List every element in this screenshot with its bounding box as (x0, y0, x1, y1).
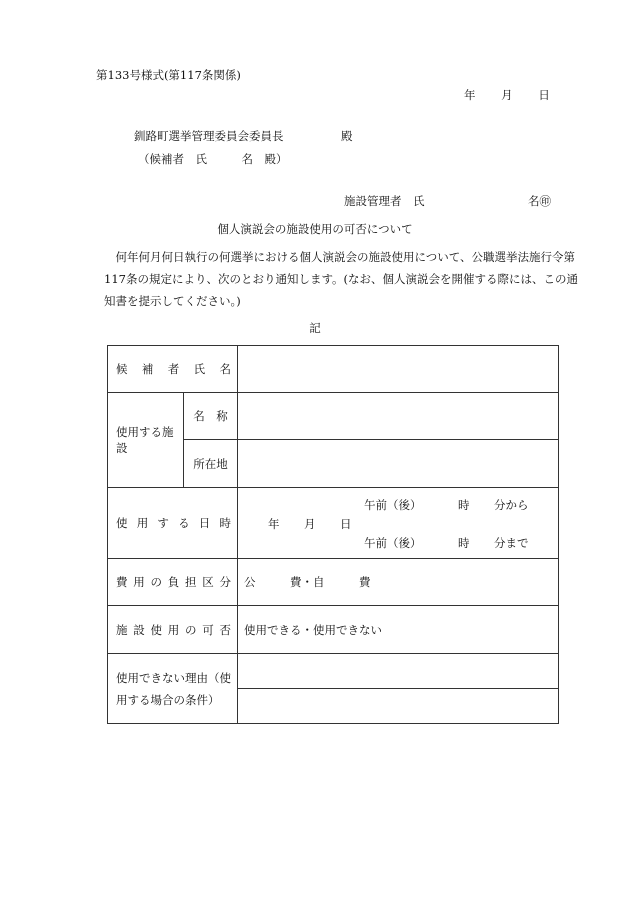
reason-label: 使用できない理由（使用する場合の条件） (108, 654, 238, 724)
row-facility-name (108, 393, 559, 440)
document-subject: 個人演説会の施設使用の可否について (217, 222, 413, 236)
row-reason-top (108, 654, 559, 689)
facility-label: 使用する施設 (108, 393, 184, 488)
row-permission (108, 606, 559, 654)
date-year: 年 (464, 88, 476, 102)
permission-label: 施設使用の可否 (108, 606, 238, 654)
candidate-name-cell[interactable] (238, 346, 559, 393)
end-ampm: 午前（後） (364, 536, 422, 550)
start-hour: 時 (458, 498, 470, 512)
facility-name-cell[interactable] (238, 393, 559, 440)
cost-value: 公 費・自 費 (238, 559, 559, 606)
end-hour: 時 (458, 536, 470, 550)
candidate-name-label: 候補者氏名 (108, 346, 238, 393)
facility-name-label: 名 称 (184, 393, 238, 440)
reason-cell-top[interactable] (238, 654, 559, 689)
row-candidate (108, 346, 559, 393)
facility-location-cell[interactable] (238, 440, 559, 488)
end-min: 分まで (494, 536, 529, 550)
datetime-label: 使用する日時 (108, 488, 238, 559)
start-ampm: 午前（後） (364, 498, 422, 512)
form-number: 第133号様式(第117条関係) (96, 68, 241, 82)
cost-label: 費用の負担区分 (108, 559, 238, 606)
body-paragraph: 何年何月何日執行の何選挙における個人演説会の施設使用について、公職選挙法施行令第117条の規定により、次のとおり通知します。(なお、個人演説会を開催する際には、この通知書を提示してください。) (104, 250, 579, 308)
ki-heading: 記 (309, 321, 321, 335)
start-min: 分から (494, 498, 529, 512)
form-table (107, 345, 559, 724)
addressee-line: 釧路町選挙管理委員会委員長 殿 (134, 129, 353, 143)
row-cost (108, 559, 559, 606)
facility-location-label: 所在地 (184, 440, 238, 488)
date-day: 日 (538, 88, 550, 102)
issue-date (464, 87, 572, 103)
datetime-cell[interactable] (238, 488, 559, 559)
dt-month: 月 (304, 517, 316, 531)
date-month: 月 (501, 88, 513, 102)
sender-line: 施設管理者 氏 名㊞ (344, 194, 551, 208)
permission-value: 使用できる・使用できない (238, 606, 559, 654)
dt-year: 年 (268, 517, 280, 531)
dt-day: 日 (340, 517, 352, 531)
candidate-addressee-line: （候補者 氏 名 殿） (138, 152, 288, 166)
reason-cell-bottom[interactable] (238, 689, 559, 724)
row-datetime (108, 488, 559, 559)
